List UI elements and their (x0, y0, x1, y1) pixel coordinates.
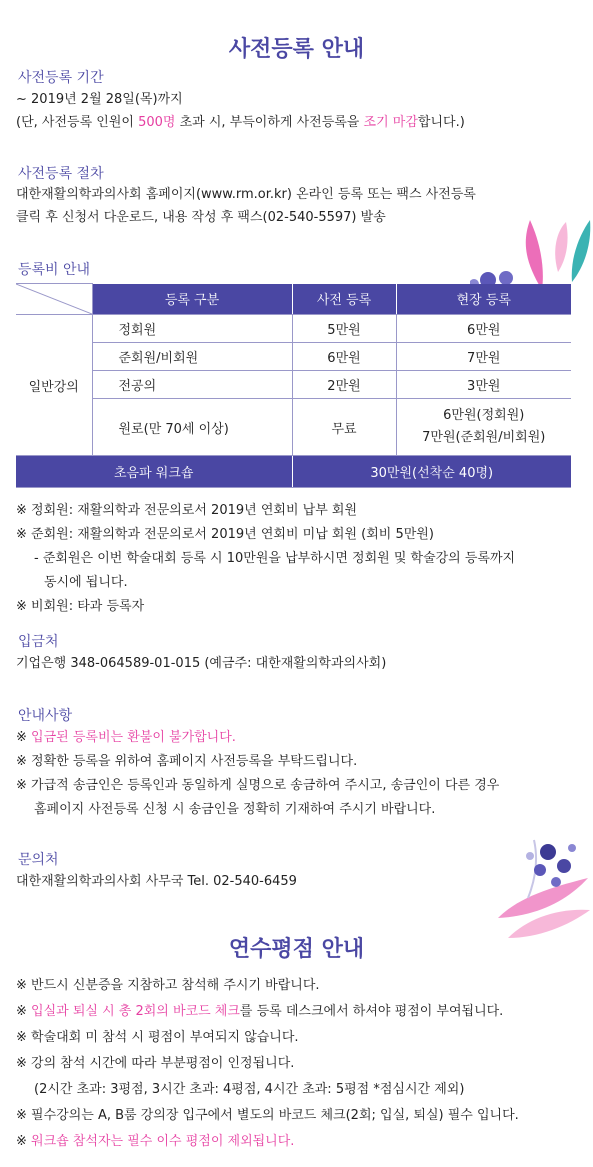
period-heading: 사전등록 기간 (18, 70, 104, 86)
row-category: 전공의 (92, 371, 292, 399)
row-onsite-fee: 3만원 (396, 371, 571, 399)
procedure-line1: 대한재활의학과의사회 홈페이지(www.rm.or.kr) 온라인 등록 또는 팩스 사전등록 (16, 187, 476, 202)
guide-heading: 안내사항 (18, 708, 73, 724)
col-pre-registration: 사전 등록 (292, 284, 396, 315)
credits-title: 연수평점 안내 (228, 937, 365, 962)
note-mark: ※ (16, 1134, 32, 1149)
credits-line5: (2시간 초과: 3평점, 3시간 초과: 4평점, 4시간 초과: 5평점 *점심시간 제외) (34, 1082, 465, 1097)
barcode-check-highlight: 입실과 퇴실 시 총 2회의 바코드 체크 (31, 1004, 240, 1019)
workshop-label: 초음파 워크숍 (16, 456, 292, 488)
fee-table (16, 283, 571, 488)
fee-heading: 등록비 안내 (18, 262, 91, 278)
period-line2-pre: (단, 사전등록 인원이 (16, 115, 139, 130)
row-pre-fee: 6만원 (292, 343, 396, 371)
row-category: 원로(만 70세 이상) (92, 399, 292, 456)
col-onsite-registration: 현장 등록 (396, 284, 571, 315)
guide-line2: ※ 정확한 등록을 위하여 홈페이지 사전등록을 부탁드립니다. (16, 754, 358, 769)
guide-line3: ※ 가급적 송금인은 등록인과 동일하게 실명으로 송금하여 주시고, 송금인이 다른 경우 (16, 778, 500, 793)
credits-line2-post: 를 등록 데스크에서 하셔야 평점이 부여됩니다. (239, 1004, 504, 1019)
credits-line4: ※ 강의 참석 시간에 따라 부분평점이 인정됩니다. (16, 1056, 295, 1071)
deposit-line: 기업은행 348-064589-01-015 (예금주: 대한재활의학과의사회) (16, 656, 387, 671)
guide-line4: 홈페이지 사전등록 신청 시 송금인을 정확히 기재하여 주시기 바랍니다. (34, 802, 436, 817)
workshop-fee: 30만원(선착순 40명) (292, 456, 571, 488)
row-onsite-fee (396, 399, 571, 456)
table-row (16, 343, 571, 371)
table-row (16, 399, 571, 456)
row-onsite-fee: 6만원 (396, 315, 571, 343)
note-associate-detail-cont: 동시에 됩니다. (44, 575, 128, 590)
row-onsite-fee: 7만원 (396, 343, 571, 371)
diagonal-header-cell (16, 284, 92, 315)
deposit-heading: 입금처 (18, 634, 59, 650)
row-pre-fee: 무료 (292, 399, 396, 456)
credits-line6: ※ 필수강의는 A, B룸 강의장 입구에서 별도의 바코드 체크(2회; 입실, 퇴실) 필수 입니다. (16, 1108, 519, 1123)
row-category: 준회원/비회원 (92, 343, 292, 371)
row-pre-fee: 2만원 (292, 371, 396, 399)
col-category: 등록 구분 (92, 284, 292, 315)
note-regular-member: ※ 정회원: 재활의학과 전문의로서 2019년 연회비 납부 회원 (16, 503, 358, 518)
guide-line1 (16, 727, 236, 749)
period-line1: ~ 2019년 2월 28일(목)까지 (16, 92, 183, 107)
fee-table-header (16, 284, 571, 315)
refund-warning: 입금된 등록비는 환불이 불가합니다. (31, 730, 236, 745)
procedure-line2: 클릭 후 신청서 다운로드, 내용 작성 후 팩스(02-540-5597) 발송 (16, 210, 386, 225)
note-mark: ※ (16, 1004, 32, 1019)
note-mark: ※ (16, 730, 32, 745)
period-line2 (16, 112, 465, 134)
workshop-exemption-highlight: 워크숍 참석자는 필수 이수 평점이 제외됩니다. (31, 1134, 295, 1149)
diagonal-line-icon (16, 284, 92, 314)
credits-line7 (16, 1131, 294, 1153)
row-category: 정회원 (92, 315, 292, 343)
contact-line: 대한재활의학과의사회 사무국 Tel. 02-540-6459 (16, 874, 297, 889)
onsite-fee-line1: 6만원(정회원) (443, 408, 525, 423)
onsite-fee-line2: 7만원(준회원/비회원) (422, 430, 546, 445)
credits-line3: ※ 학술대회 미 참석 시 평점이 부여되지 않습니다. (16, 1030, 299, 1045)
period-line2-post: 합니다.) (417, 115, 465, 130)
credits-line2 (16, 1001, 503, 1023)
table-footer-row (16, 456, 571, 488)
period-line2-mid: 초과 시, 부득이하게 사전등록을 (175, 115, 364, 130)
table-row (16, 315, 571, 343)
period-limit-highlight: 500명 (138, 115, 176, 130)
group-label: 일반강의 (16, 315, 92, 456)
procedure-heading: 사전등록 절차 (18, 166, 104, 182)
credits-line1: ※ 반드시 신분증을 지참하고 참석해 주시기 바랍니다. (16, 978, 320, 993)
early-close-highlight: 조기 마감 (363, 115, 418, 130)
note-associate-detail: - 준회원은 이번 학술대회 등록 시 10만원을 납부하시면 정회원 및 학술강의 등록까지 (34, 551, 516, 566)
note-associate-member: ※ 준회원: 재활의학과 전문의로서 2019년 연회비 미납 회원 (회비 5만원) (16, 527, 434, 542)
decorative-flower-icon (470, 212, 593, 292)
registration-title: 사전등록 안내 (228, 37, 365, 62)
row-pre-fee: 5만원 (292, 315, 396, 343)
contact-heading: 문의처 (18, 852, 59, 868)
table-row (16, 371, 571, 399)
note-non-member: ※ 비회원: 타과 등록자 (16, 599, 145, 614)
